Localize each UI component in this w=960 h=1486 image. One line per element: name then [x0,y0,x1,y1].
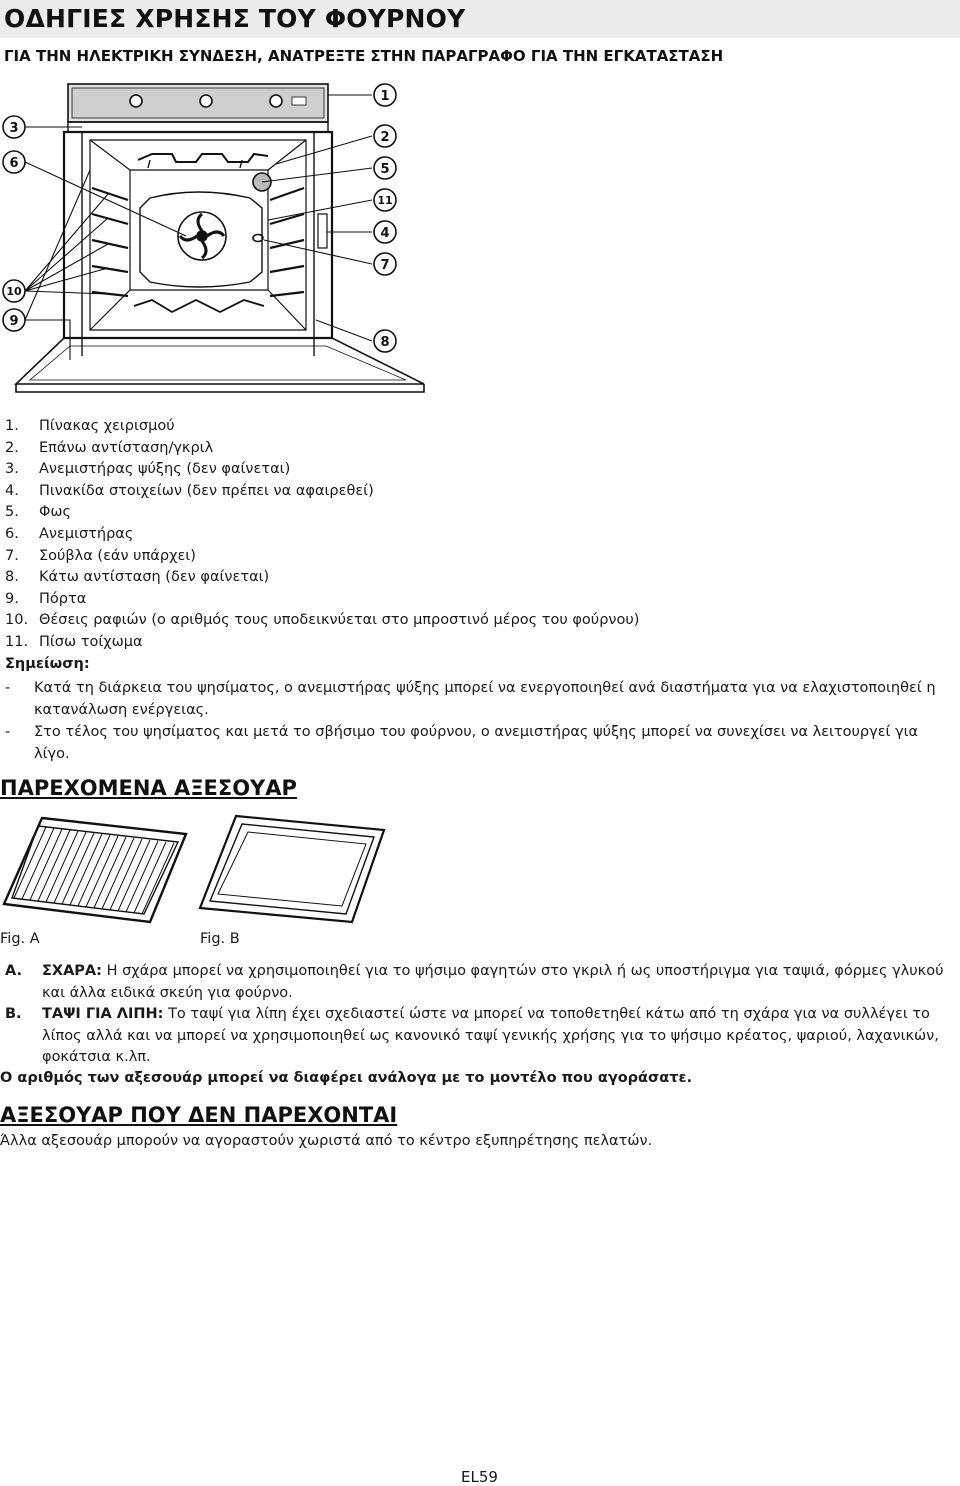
page-number: EL59 [461,1468,498,1486]
bottom-element [134,300,264,312]
callout-2 [374,125,396,147]
oven-diagram [0,72,960,402]
list-item: 10. Θέσεις ραφιών (ο αριθμός τους υποδεικνύεται στο μπροστινό μέρος του φούρνου) [5,612,640,629]
not-supplied-heading: ΑΞΕΣΟΥΑΡ ΠΟΥ ΔΕΝ ΠΑΡΕΧΟΝΤΑΙ [0,1103,398,1127]
parts-list [5,416,639,654]
callout-8 [374,330,396,352]
svg-text:8: 8 [380,335,390,350]
callout-9 [3,309,25,331]
oven-frame [68,122,328,132]
callout-11 [374,189,396,211]
note-label: Σημείωση: [5,656,90,672]
callout-10 [3,280,25,302]
model-note: Ο αριθμός των αξεσουάρ μπορεί να διαφέρει ανάλογα με το μοντέλο που αγοράσατε. [0,1070,693,1086]
list-item: 8. Κάτω αντίσταση (δεν φαίνεται) [5,569,270,586]
oven-door [16,338,424,384]
svg-text:2: 2 [380,130,390,145]
svg-text:10: 10 [6,285,22,298]
list-item: 9. Πόρτα [5,590,87,607]
callout-4 [374,221,396,243]
svg-text:7: 7 [380,258,390,273]
list-item: 7. Σούβλα (εάν υπάρχει) [5,547,196,564]
list-item: 1. Πίνακας χειρισμού [5,418,175,434]
top-grill [138,154,268,162]
callout-1 [374,84,396,106]
callout-3 [3,116,25,138]
supplied-accessories-heading: ΠΑΡΕΧΟΜΕΝΑ ΑΞΕΣΟΥΑΡ [0,776,297,800]
page-subtitle: ΓΙΑ ΤΗΝ ΗΛΕΚΤΡΙΚΗ ΣΥΝΔΕΣΗ, ΑΝΑΤΡΕΞΤΕ ΣΤΗΝ ΠΑΡΑΓΡΑΦΟ ΓΙΑ ΤΗΝ ΕΓΚΑΤΑΣΤΑΣΗ [4,47,724,65]
svg-text:4: 4 [380,226,390,241]
svg-text:9: 9 [9,314,19,329]
rating-plate [318,214,327,248]
oven-cavity [90,140,306,170]
knob-left [130,95,142,107]
svg-text:1: 1 [380,89,390,104]
list-item: 3. Ανεμιστήρας ψύξης (δεν φαίνεται) [5,461,291,478]
svg-text:3: 3 [9,121,19,136]
list-item: 6. Ανεμιστήρας [5,525,134,542]
accessory-a: A. ΣΧΑΡΑ: Η σχάρα μπορεί να χρησιμοποιηθεί για το ψήσιμο φαγητών στο γκριλ ή ως υποστήριγμα για ταψιά, φόρμες γλυκού και άλλα ειδικά σκεύη για φούρνο. [5,963,944,1001]
list-item: 4. Πινακίδα στοιχείων (δεν πρέπει να αφαιρεθεί) [5,482,374,499]
page-title: ΟΔΗΓΙΕΣ ΧΡΗΣΗΣ ΤΟΥ ΦΟΥΡΝΟΥ [4,4,466,33]
callout-7 [374,253,396,275]
svg-text:6: 6 [9,156,19,171]
list-item: 5. Φως [5,504,72,521]
knob-mid [200,95,212,107]
callout-6 [3,151,25,173]
list-item: 2. Επάνω αντίσταση/γκριλ [5,439,214,456]
note-item-1: - Κατά τη διάρκεια του ψησίματος, ο ανεμιστήρας ψύξης μπορεί να ενεργοποιηθεί ανά διαστήματα για να ελαχιστοποιηθεί η κατανάλωση ενέργειας. [5,680,936,718]
wire-shelf-figure [0,814,188,926]
fig-b-label: Fig. B [200,931,240,947]
callout-5 [374,157,396,179]
knob-right [270,95,282,107]
svg-text:5: 5 [380,162,390,177]
note-item-2: - Στο τέλος του ψησίματος και μετά το σβήσιμο του φούρνου, ο ανεμιστήρας ψύξης μπορεί να συνεχίσει να λειτουργεί για λίγο. [5,724,919,762]
svg-text:11: 11 [377,194,393,207]
list-item: 11. Πίσω τοίχωμα [5,633,143,650]
drip-tray-figure [196,814,386,926]
not-supplied-text: Άλλα αξεσουάρ μπορούν να αγοραστούν χωριστά από το κέντρο εξυπηρέτησης πελατών. [0,1133,653,1149]
fig-a-label: Fig. A [0,931,40,947]
accessory-b: B. ΤΑΨΙ ΓΙΑ ΛΙΠΗ: Το ταψί για λίπη έχει σχεδιαστεί ώστε να μπορεί να τοποθετηθεί κάτω από τη σχάρα για να συλλέγει το λίπος αλλά και να μπορεί να χρησιμοποιηθεί ως κανονικό ταψί γενικής χρήσης για το ψήσιμο κρέατος, ψαριού, λαχανικών, φοκάτσια κ.λπ. [5,1006,939,1066]
